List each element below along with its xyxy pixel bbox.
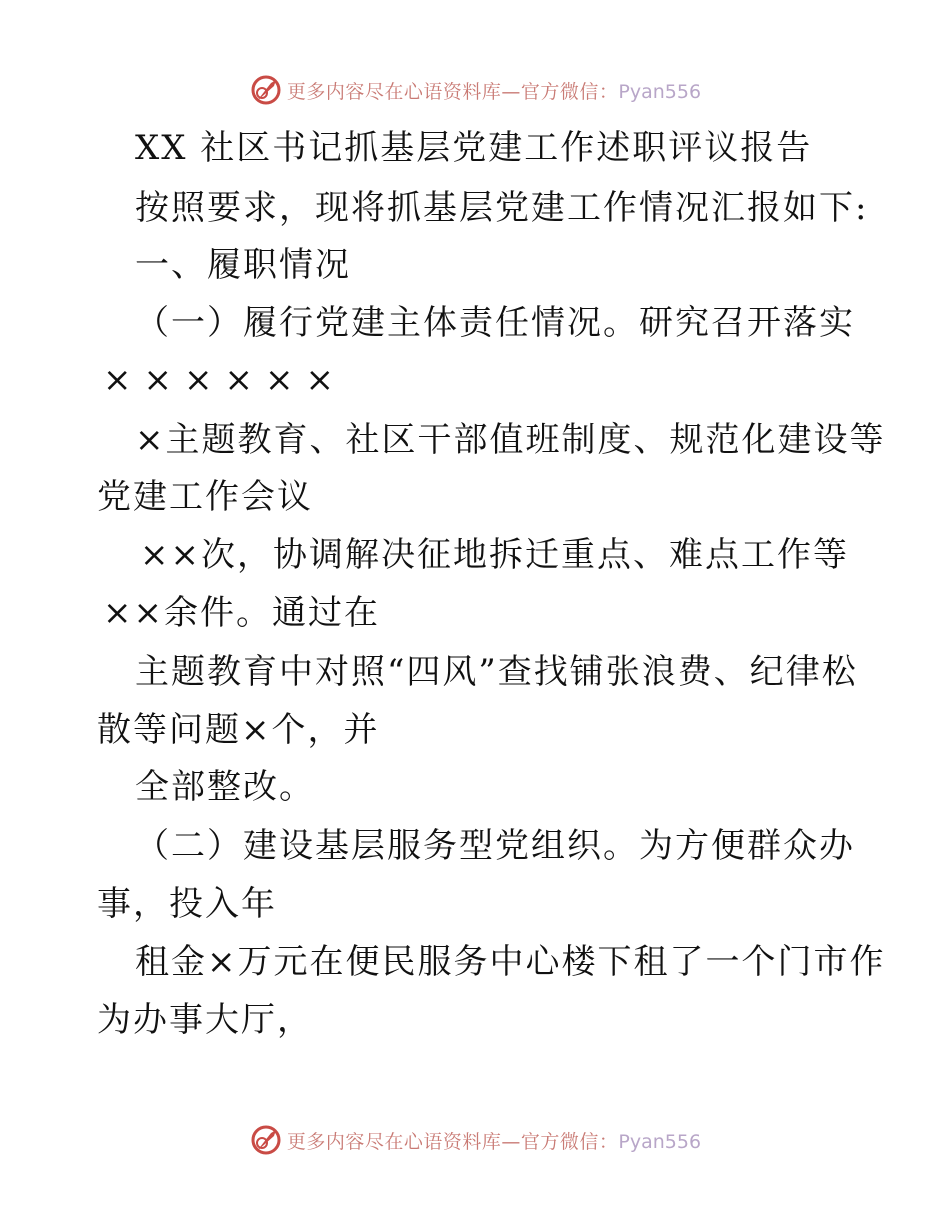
document-title: XX 社区书记抓基层党建工作述职评议报告 <box>135 128 813 168</box>
text-line: ×主题教育、社区干部值班制度、规范化建设等 <box>135 420 886 460</box>
text-line: ×××××× <box>103 360 346 400</box>
text-line: 散等问题×个，并 <box>97 710 380 750</box>
text-line: （一）履行党建主体责任情况。研究召开落实 <box>135 303 855 343</box>
text-line: 党建工作会议 <box>97 477 313 517</box>
text-line: ××次，协调解决征地拆迁重点、难点工作等 <box>140 535 849 575</box>
section-heading: 一、履职情况 <box>135 245 351 285</box>
text-line: 按照要求，现将抓基层党建工作情况汇报如下: <box>135 188 869 228</box>
watermark-text <box>287 77 701 104</box>
watermark-site-text: 更多内容尽在心语资料库—官方微信： <box>286 1130 619 1153</box>
watermark-handle: Pyan556 <box>618 80 702 103</box>
text-line: 全部整改。 <box>135 767 315 807</box>
text-line: 主题教育中对照“四风”查找铺张浪费、纪律松 <box>135 652 858 692</box>
text-line: 为办事大厅， <box>97 1000 313 1040</box>
watermark-text <box>287 1127 701 1154</box>
pen-logo-icon <box>249 1123 283 1157</box>
section-heading: （二）建设基层服务型党组织。为方便群众办 <box>135 826 855 866</box>
header-watermark <box>0 70 950 110</box>
watermark-handle: Pyan556 <box>618 1130 702 1153</box>
pen-logo-icon <box>249 73 283 107</box>
footer-watermark <box>0 1120 950 1160</box>
text-line: ××余件。通过在 <box>103 593 380 633</box>
text-line: 租金×万元在便民服务中心楼下租了一个门市作 <box>135 942 886 982</box>
text-line: 事，投入年 <box>97 884 277 924</box>
watermark-site-text: 更多内容尽在心语资料库—官方微信： <box>286 80 619 103</box>
